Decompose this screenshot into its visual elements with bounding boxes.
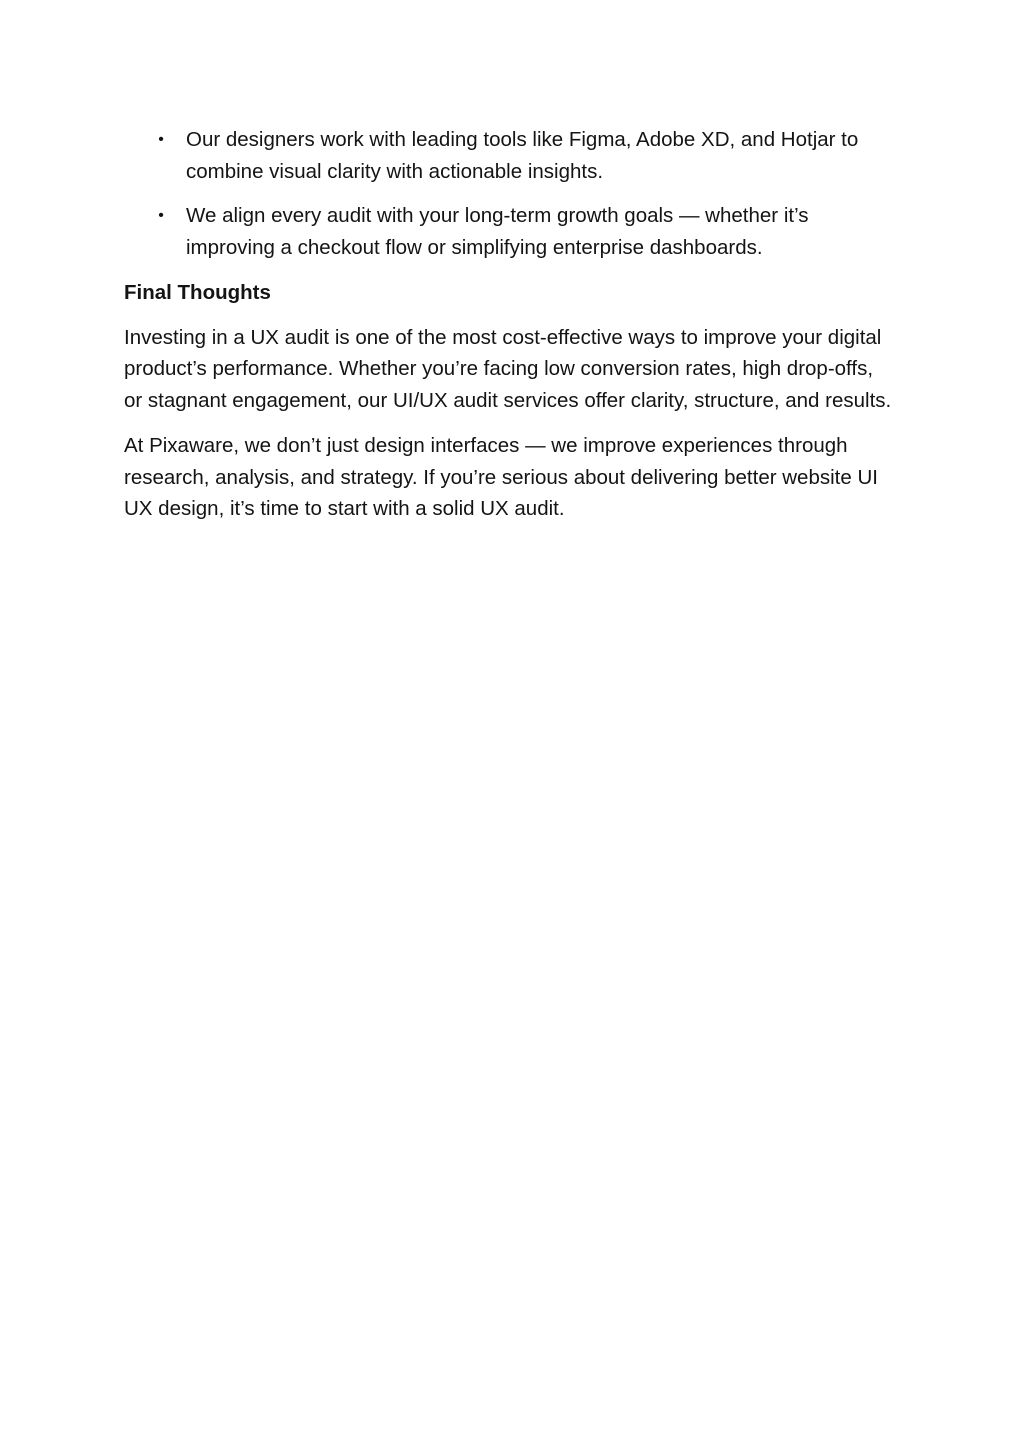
bullet-text: Our designers work with leading tools like Figma, Adobe XD, and Hotjar to combine visual clarity with actionable insights. [186,128,859,183]
paragraph: At Pixaware, we don’t just design interfaces — we improve experiences through research, analysis, and strategy. If you’re serious about delivering better website UI UX design, it’s time to start with a solid UX audit. [124,434,878,520]
bullet-icon: • [158,131,164,148]
paragraph: Investing in a UX audit is one of the most cost-effective ways to improve your digital product’s performance. Whether you’re facing low conversion rates, high drop-offs, or stagnant engagement, our UI/UX audit services offer clarity, structure, and results. [124,325,892,412]
list-item [124,124,894,187]
list-item [124,200,894,263]
document-body [124,124,894,539]
section-heading: Final Thoughts [124,281,271,304]
bullet-icon: • [158,207,164,224]
bullet-text: We align every audit with your long-term growth goals — whether it’s improving a checkout flow or simplifying enterprise dashboards. [186,204,809,259]
bullet-list [124,124,894,263]
